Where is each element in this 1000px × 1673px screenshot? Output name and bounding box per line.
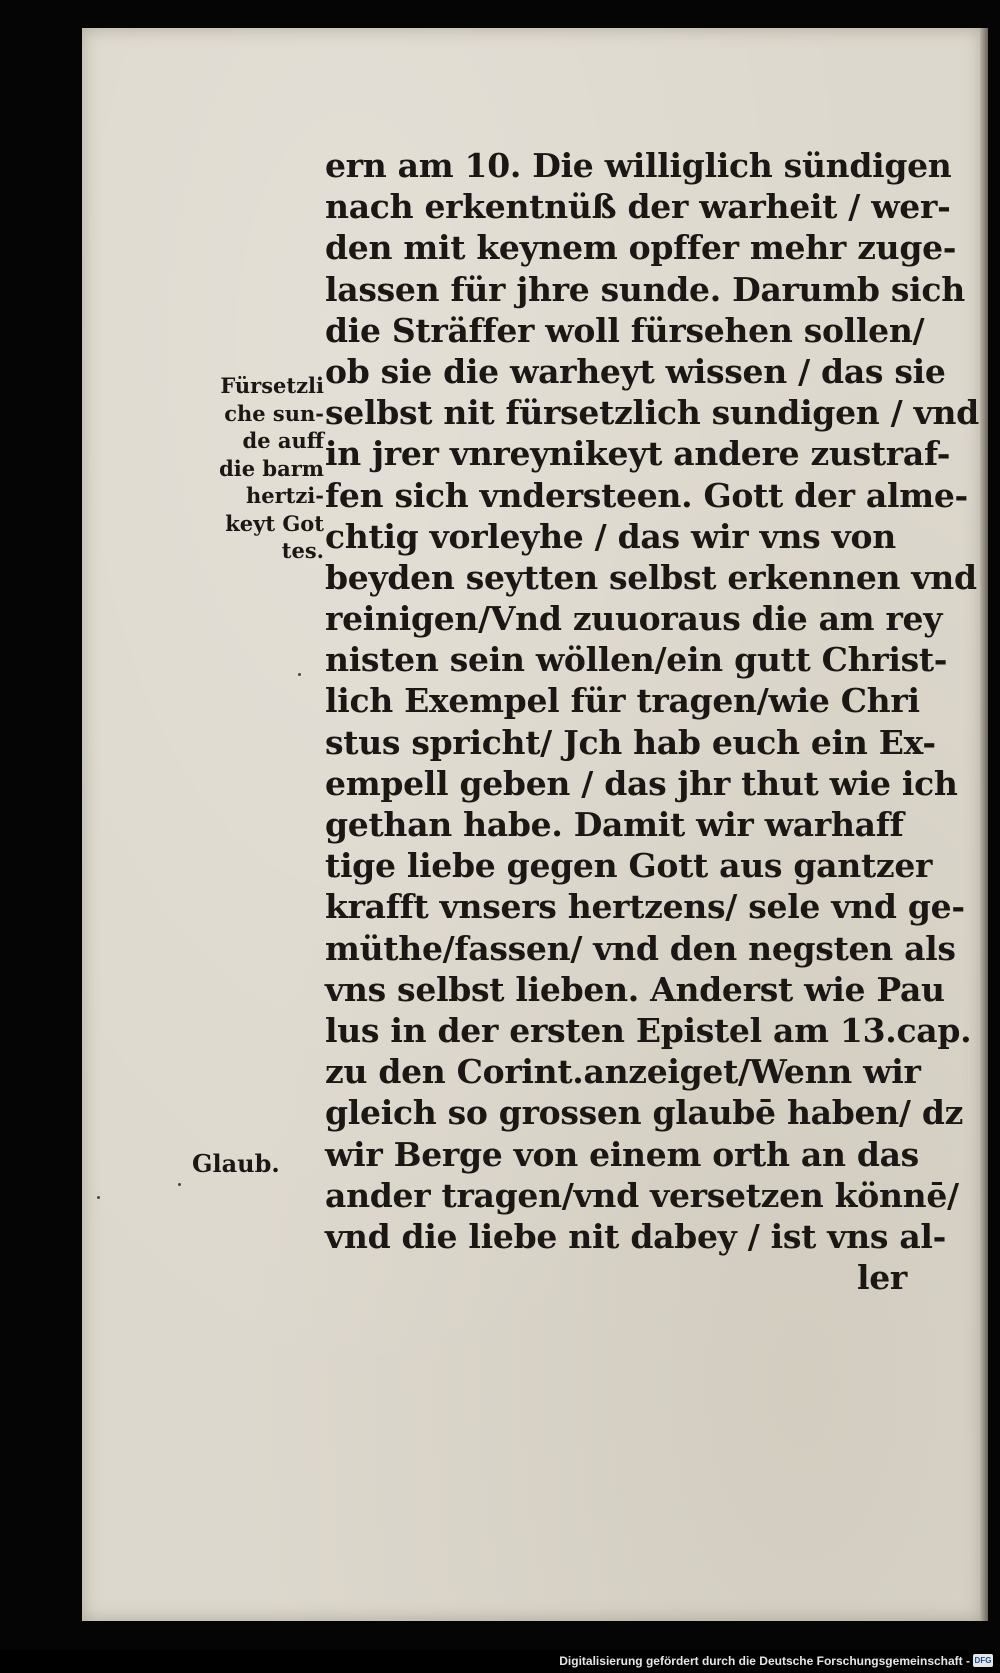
text-line: nisten sein wöllen/ein gutt Christ-: [325, 640, 948, 680]
text-line: vnd die liebe nit dabey / ist vns al-: [325, 1216, 947, 1256]
text-line: wir Berge von einem orth an das: [325, 1134, 919, 1174]
text-line: nach erkentnüß der warheit / wer-: [325, 187, 951, 227]
text-line: lich Exempel für tragen/wie Chri: [325, 681, 920, 721]
text-line: ern am 10. Die williglich sündigen: [325, 146, 952, 185]
text-line: gleich so grossen glaubē haben/ dz: [325, 1093, 964, 1133]
text-line: lassen für jhre sunde. Darumb sich: [325, 269, 965, 309]
text-line: ob sie die warheyt wissen / das sie: [325, 351, 946, 391]
text-line: chtig vorleyhe / das wir vns von: [325, 516, 896, 556]
marginal-note-line: keyt Got: [225, 510, 324, 536]
page-edge: [980, 28, 988, 1621]
main-text-block: [325, 145, 979, 1298]
text-line: selbst nit fürsetzlich sundigen / vnd: [325, 393, 979, 433]
marginal-note-fuersetzliche-sunde: [182, 372, 324, 565]
text-line: in jrer vnreynikeyt andere zustraf-: [325, 434, 951, 474]
funding-credit: Digitalisierung gefördert durch die Deutsche Forschungsgemeinschaft -: [559, 1654, 970, 1668]
text-line: gethan habe. Damit wir warhaff: [325, 805, 904, 844]
text-line: die Sträffer woll fürsehen sollen/: [325, 310, 925, 350]
marginal-note-glaub: [192, 1150, 312, 1178]
text-line: krafft vnsers hertzens/ sele vnd ge-: [325, 887, 965, 927]
text-line: müthe/fassen/ vnd den negsten als: [325, 928, 956, 968]
paper-speck: [298, 673, 301, 676]
dfg-logo: DFG: [974, 1656, 992, 1665]
text-line: ander tragen/vnd versetzen könnē/: [325, 1175, 959, 1215]
text-line: beyden seytten selbst erkennen vnd: [325, 557, 977, 597]
marginal-note-line: de auff: [242, 428, 324, 453]
text-line: zu den Corint.anzeiget/Wenn wir: [325, 1052, 921, 1092]
marginal-note-line: tes.: [281, 538, 324, 563]
marginal-note-line: Glaub.: [192, 1149, 280, 1178]
text-line: vns selbst lieben. Anderst wie Pau: [325, 969, 945, 1009]
catchword: ler: [856, 1258, 907, 1298]
marginal-note-line: Fürsetzli: [220, 373, 324, 398]
paper-speck: [178, 1183, 181, 1186]
text-line: den mit keynem opffer mehr zuge-: [325, 228, 957, 268]
marginal-note-line: che sun-: [224, 400, 324, 426]
text-line: fen sich vndersteen. Gott der alme-: [325, 475, 968, 515]
marginal-note-line: hertzi-: [245, 483, 324, 508]
paper-speck: [97, 1196, 100, 1199]
text-line: empell geben / das jhr thut wie ich: [325, 763, 958, 803]
marginal-note-line: die barm: [219, 455, 324, 481]
text-line: tige liebe gegen Gott aus gantzer: [325, 846, 933, 886]
text-line: lus in der ersten Epistel am 13.cap.: [325, 1010, 972, 1050]
text-line: stus spricht/ Jch hab euch ein Ex-: [325, 722, 936, 762]
text-line: reinigen/Vnd zuuoraus die am rey: [325, 599, 943, 639]
